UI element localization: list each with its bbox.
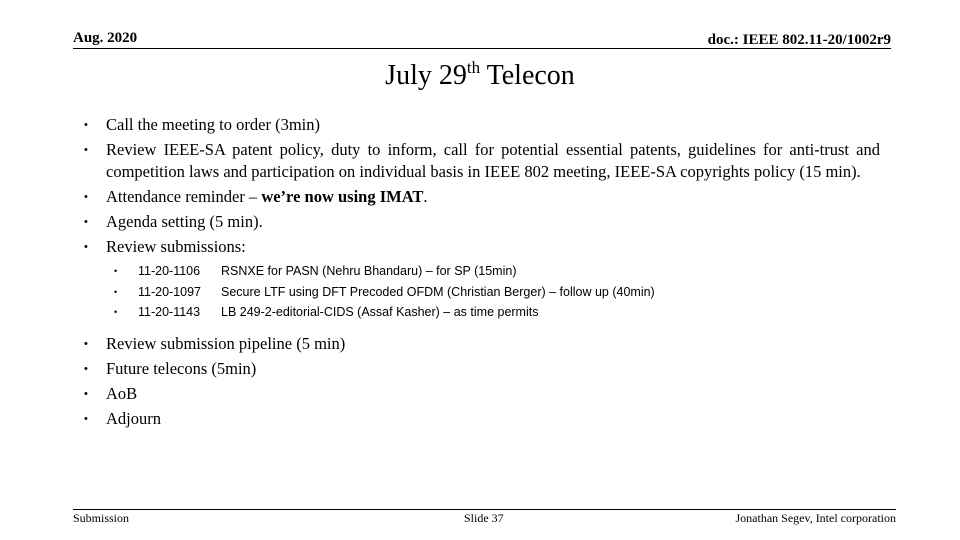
- footer-divider: [73, 509, 896, 510]
- submission-item: [70, 302, 880, 323]
- agenda-list-continued: [70, 333, 880, 430]
- agenda-item: • Review IEEE-SA patent policy, duty to inform, call for potential essential patents, guidelines for anti-trust and competition laws and participation on individual basis in IEEE 802 meeting, IEEE-SA copyrights policy (15 min).: [70, 139, 880, 183]
- submission-desc: LB 249-2-editorial-CIDS (Assaf Kasher) – as time permits: [221, 305, 539, 319]
- agenda-item: • Review submission pipeline (5 min): [70, 333, 880, 355]
- submission-id: 11-20-1106: [138, 264, 201, 278]
- title-text: July 29: [385, 60, 467, 91]
- agenda-item: • AoB: [70, 383, 880, 405]
- submission-id: 11-20-1143: [138, 305, 201, 319]
- title-superscript: th: [466, 58, 481, 77]
- agenda-list: [70, 114, 880, 258]
- agenda-item: • Review submissions:: [70, 236, 880, 258]
- agenda-item: [70, 186, 880, 208]
- header-date: Aug. 2020: [73, 30, 138, 46]
- submission-desc: RSNXE for PASN (Nehru Bhandaru) – for SP (15min): [221, 264, 517, 278]
- agenda-item: • Adjourn: [70, 408, 880, 430]
- title-text-rest: Telecon: [480, 60, 575, 91]
- submission-desc: Secure LTF using DFT Precoded OFDM (Christian Berger) – follow up (40min): [221, 284, 655, 299]
- agenda-item: • Call the meeting to order (3min): [70, 114, 880, 136]
- agenda-item: • Future telecons (5min): [70, 358, 880, 380]
- header-doc-id: doc.: IEEE 802.11-20/1002r9: [707, 32, 891, 48]
- submission-id: 11-20-1097: [138, 284, 202, 299]
- agenda-item: • Agenda setting (5 min).: [70, 211, 880, 233]
- agenda-item-text: Attendance reminder –: [106, 187, 262, 206]
- footer-slide-number: Slide 37: [464, 511, 504, 525]
- header-divider: [73, 48, 891, 49]
- agenda-body: [70, 114, 880, 433]
- footer-submission: Submission: [73, 511, 130, 525]
- agenda-item-text: .: [423, 187, 428, 206]
- footer-author: Jonathan Segev, Intel corporation: [735, 511, 896, 525]
- slide-title: [0, 60, 960, 92]
- submission-item: [70, 261, 880, 282]
- submission-list: [70, 261, 880, 323]
- agenda-item-emphasis: we’re now using IMAT: [261, 187, 424, 206]
- submission-item: [70, 282, 880, 303]
